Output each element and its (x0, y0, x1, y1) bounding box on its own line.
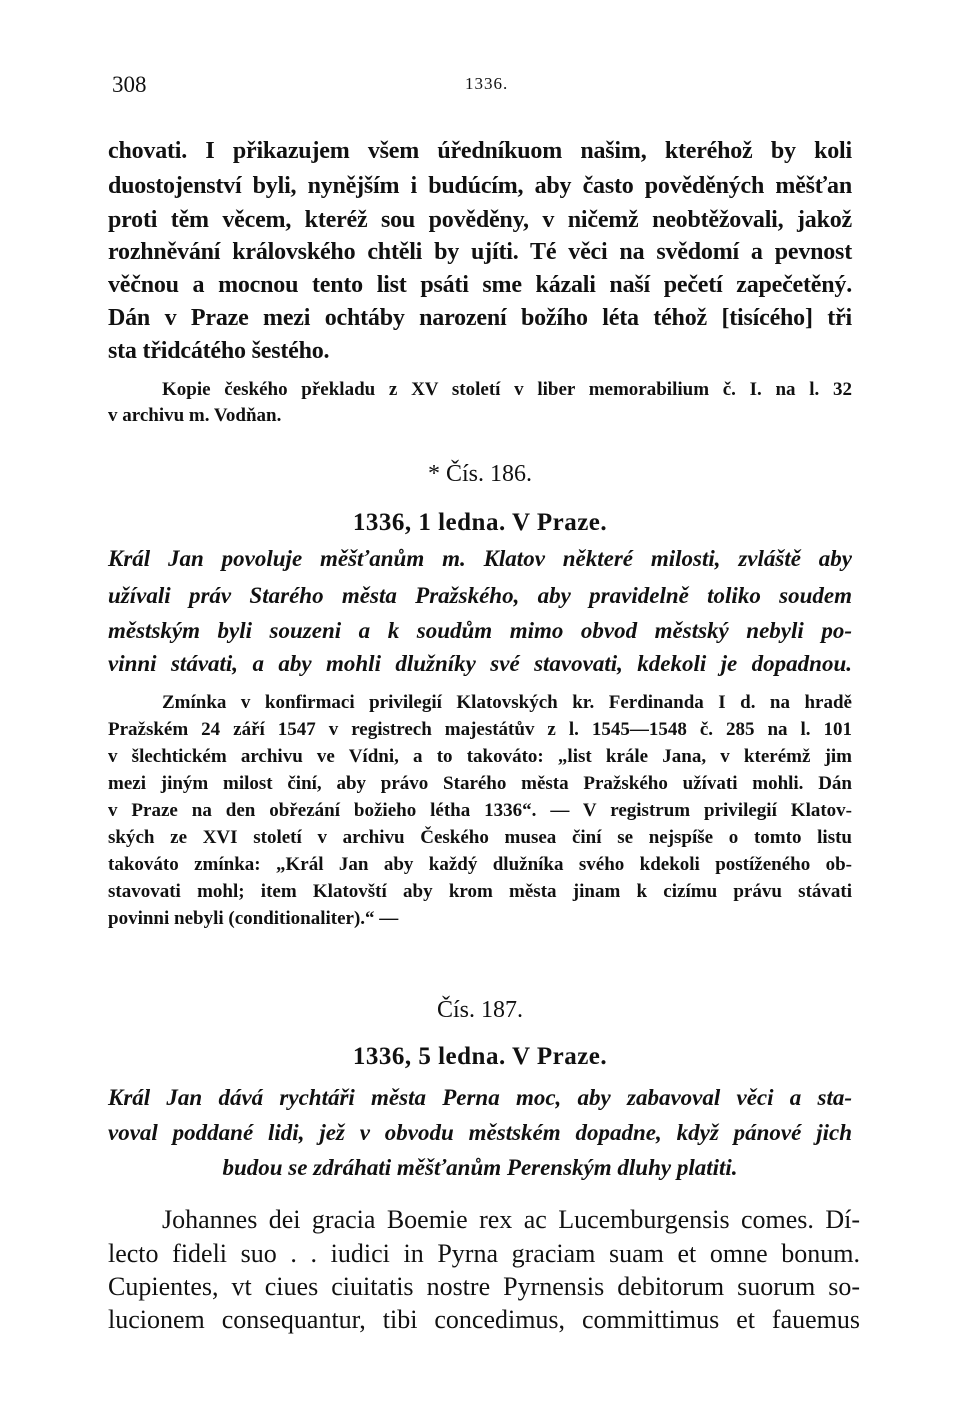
source-note-line: povinni nebyli (conditionaliter).“ — (108, 908, 399, 929)
regest-line: vinni stávati, a aby mohli dlužníky své stavovati, kdekoli je dopadnou. (108, 651, 852, 676)
running-title: 1336. (465, 74, 509, 93)
regest-line: budou se zdráhati měšťanům Perenským dluhy platiti. (222, 1155, 738, 1180)
body-line: duostojenství byli, nynějším i budúcím, aby často pověděných měšťan (108, 173, 852, 199)
latin-text-line: Cupientes, vt ciues ciuitatis nostre Pyrnensis debitorum suorum so- (108, 1272, 860, 1301)
regest-line: městským byli souzeni a k soudům mimo obvod městský nebyli po- (108, 618, 852, 643)
body-line: sta třidcátého šestého. (108, 338, 330, 364)
source-note-line: Zmínka v konfirmaci privilegií Klatovských kr. Ferdinanda I d. na hradě (162, 692, 852, 713)
source-note-line: takováto zmínka: „Král Jan aby každý dlužníka svého kdekoli postíženého ob- (108, 854, 852, 875)
regest-line: Král Jan dává rychtáři města Perna moc, aby zabavoval věci a sta- (108, 1085, 852, 1110)
body-line: proti těm věcem, kteréž sou pověděny, v ničemž neobtěžovali, jakož (108, 207, 852, 233)
regest-line: Král Jan povoluje měšťanům m. Klatov některé milosti, zvláště aby (108, 546, 852, 571)
body-line: věčnou a mocnou tento list psáti sme kázali naší pečetí zapečetěný. (108, 272, 852, 298)
regest-line: užívali práv Starého města Pražského, aby pravidelně toliko soudem (108, 583, 852, 608)
page-number: 308 (112, 72, 147, 97)
source-note-line: stavovati mohl; item Klatovští aby krom města jinam k cizímu právu stávati (108, 881, 852, 902)
source-note-line: mezi jiným milost činí, aby právo Starého města Pražského užívati mohli. Dán (108, 773, 852, 794)
document-number: Čís. 187. (436, 997, 523, 1023)
latin-text-line: lecto fideli suo . . iudici in Pyrna graciam suam et omne bonum. (108, 1239, 860, 1268)
body-line: Dán v Praze mezi ochtáby narození božího léta téhož [tisícého] tři (108, 305, 852, 331)
source-note-line: v Praze na den obřezání božieho létha 1336“. — V registrum privilegií Klatov- (108, 800, 852, 821)
body-line: chovati. I přikazujem všem úředníkuom našim, kteréhož by koli (108, 138, 852, 164)
regest-line: voval poddané lidi, jež v obvodu městském dopadne, když pánové jich (108, 1120, 852, 1145)
source-note-line: v archivu m. Vodňan. (108, 405, 282, 426)
source-note-line: ských ze XVI století v archivu Českého musea činí se nejspíše o tomto listu (108, 827, 852, 848)
source-note-line: Kopie českého překladu z XV století v liber memorabilium č. I. na l. 32 (162, 379, 852, 400)
body-line: rozhněvání královského chtěli by ujíti. Té věci na svědomí a pevnost (108, 239, 852, 265)
document-number: * Čís. 186. (427, 461, 532, 487)
latin-text-line: Johannes dei gracia Boemie rex ac Lucemburgensis comes. Dí- (162, 1205, 860, 1234)
document-date-heading: 1336, 5 ledna. V Praze. (352, 1043, 608, 1070)
source-note-line: Pražském 24 září 1547 v registrech majestátův z l. 1545—1548 č. 285 na l. 101 (108, 719, 852, 740)
source-note-line: v šlechtickém archivu ve Vídni, a to takováto: „list krále Jana, v kterémž jim (108, 746, 852, 767)
document-date-heading: 1336, 1 ledna. V Praze. (352, 509, 608, 536)
latin-text-line: lucionem consequantur, tibi concedimus, committimus et fauemus (108, 1305, 860, 1334)
